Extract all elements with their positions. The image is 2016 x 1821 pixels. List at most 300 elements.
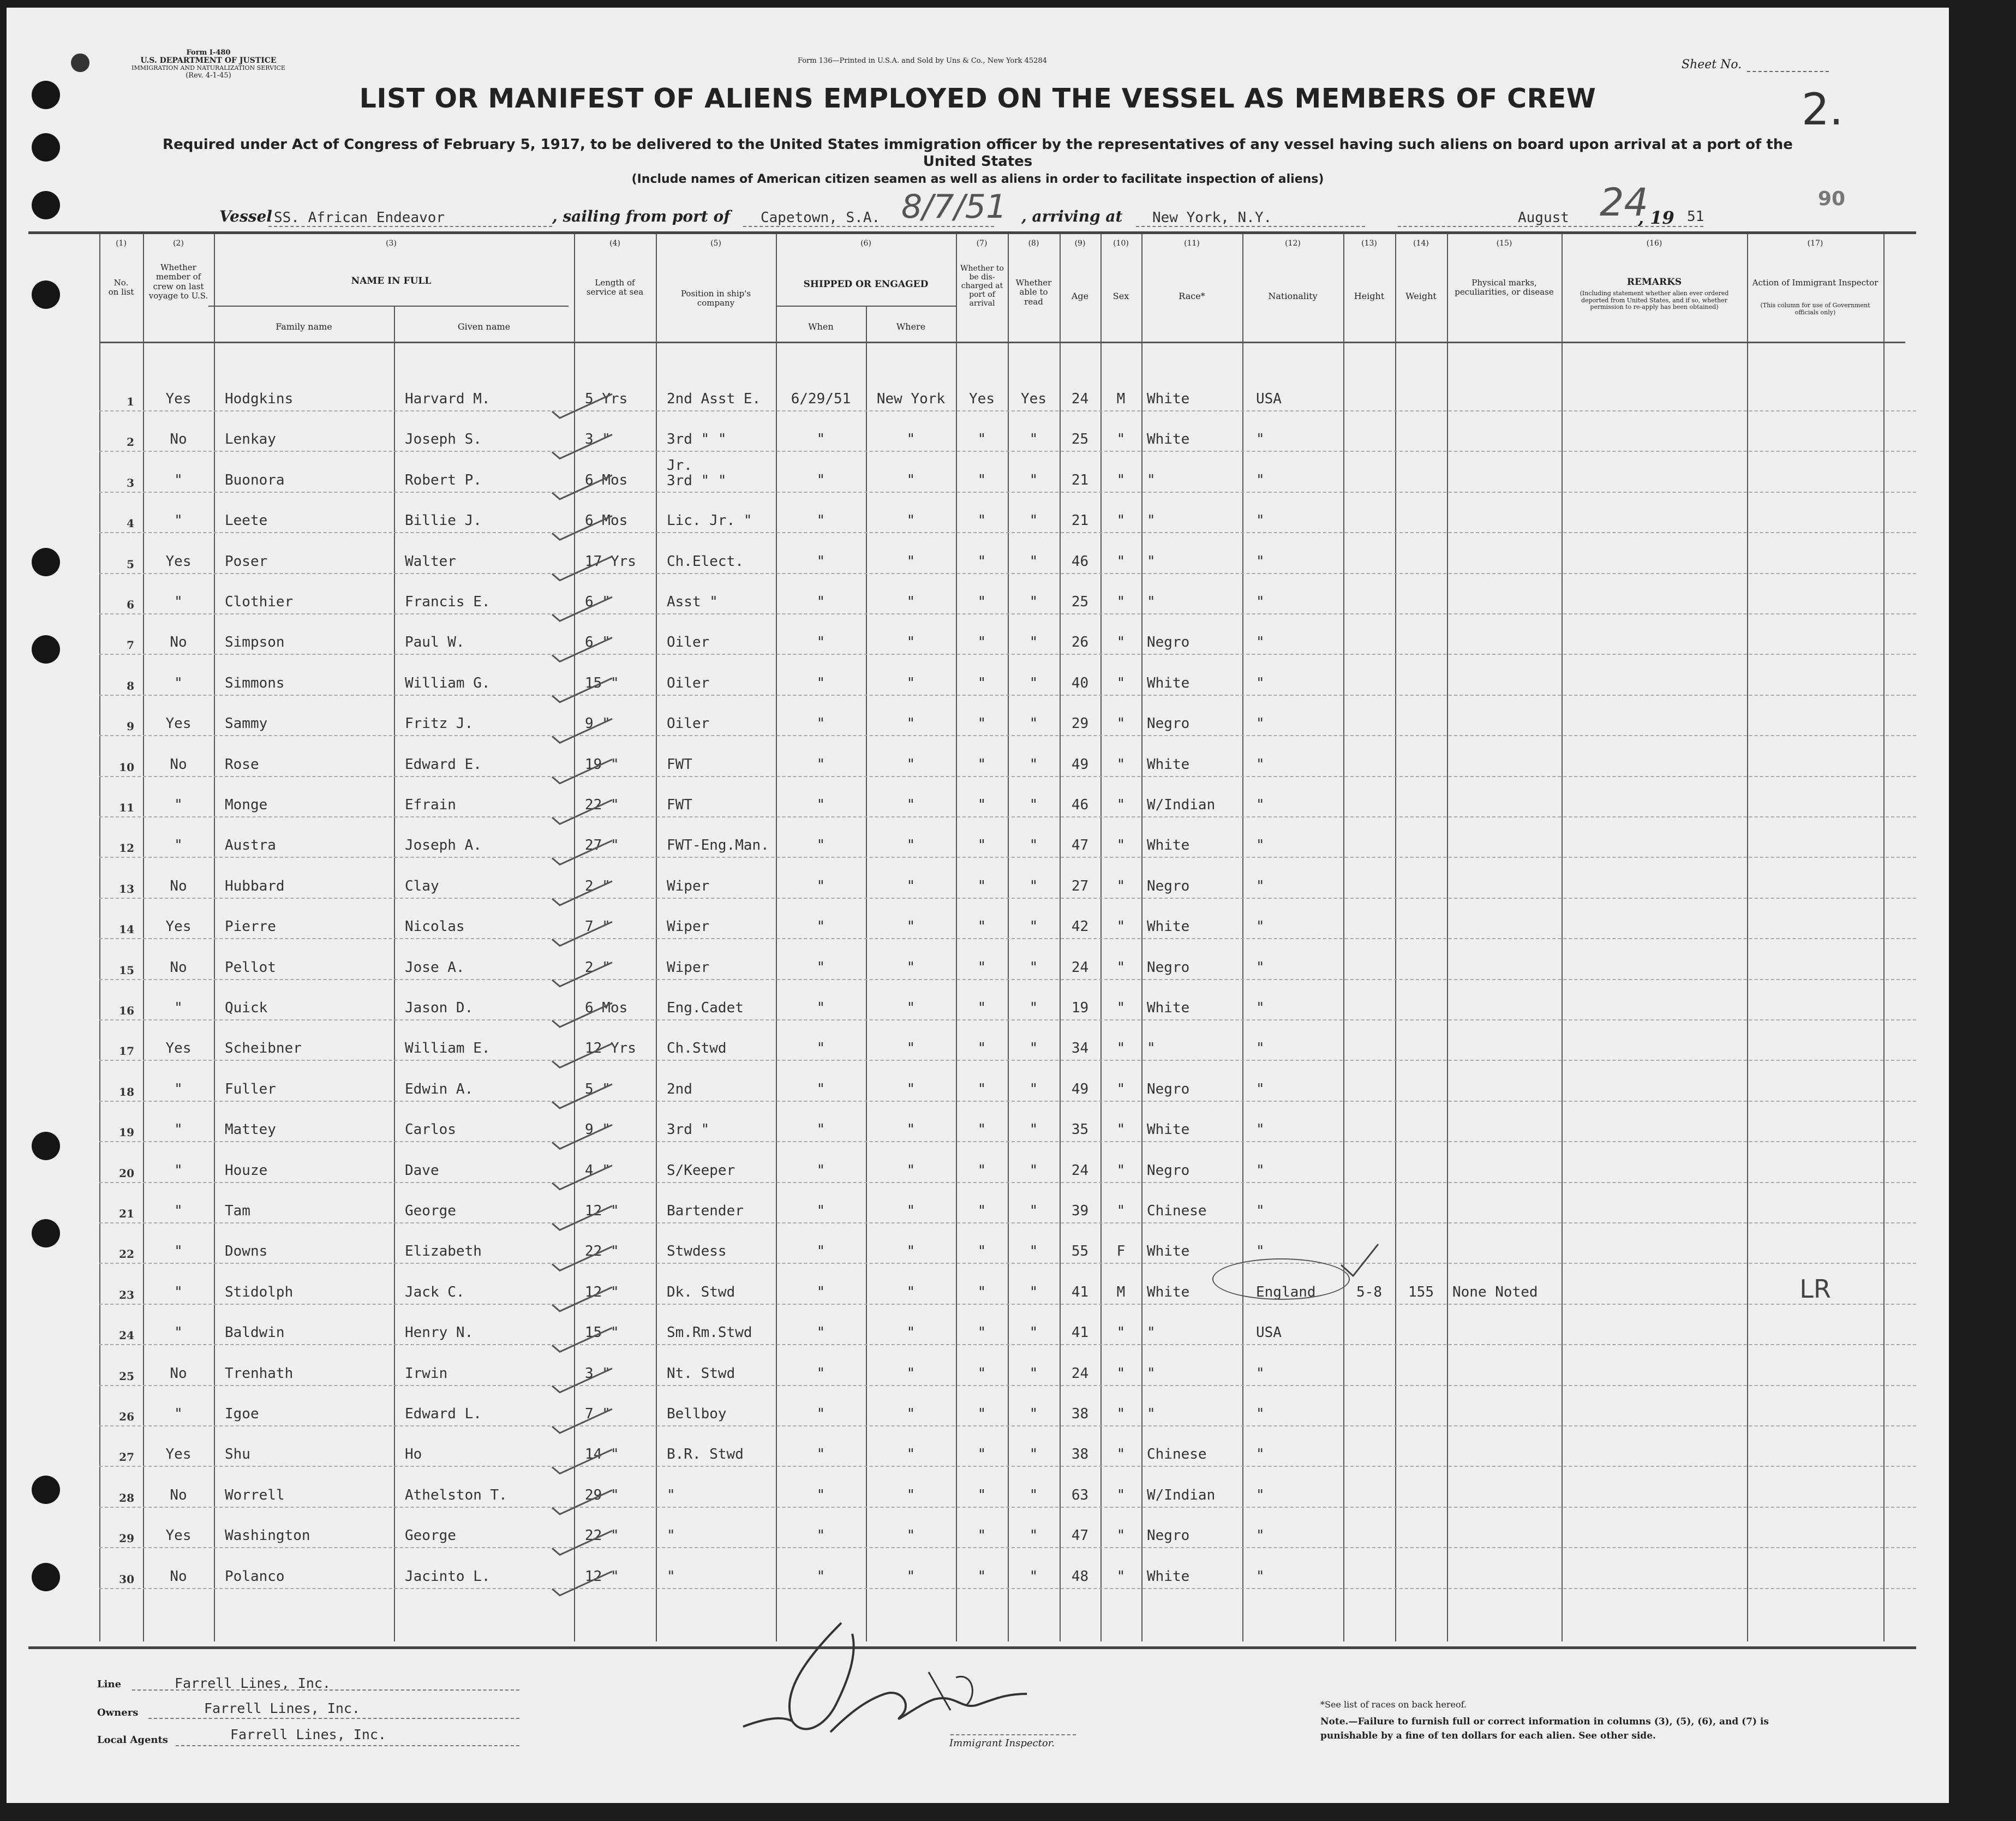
col-race: Race* [1179,291,1205,301]
cell-member: No [170,1487,187,1503]
cell-race: " [1147,512,1156,529]
cell-age: 34 [1071,1040,1089,1056]
cell-discharged: " [977,1040,986,1056]
cell-age: 27 [1071,878,1089,894]
cell-age: 40 [1071,675,1089,691]
cell-discharged: " [977,472,986,488]
cell-given: Edward E. [405,756,482,773]
col-num-6: (6) [860,239,871,248]
cell-read: " [1029,918,1038,935]
cell-where: " [906,634,916,650]
cell-age: 19 [1071,1000,1089,1016]
cell-sex: " [1116,797,1126,813]
cell-no: 2 [127,435,134,449]
cell-when: " [816,1243,825,1259]
cell-when: " [816,634,825,650]
cell-discharged: " [977,431,986,447]
cell-service: 27 " [585,837,619,853]
margin-number: 90 [1818,188,1846,210]
pencil-check-icon [552,840,612,864]
cell-member: Yes [165,715,192,732]
cell-where: New York [876,391,946,407]
cell-position: Ch.Elect. [667,553,744,570]
cell-read: " [1029,1406,1038,1422]
cell-position: Wiper [667,918,710,935]
cell-position: Asst " [667,594,718,610]
cell-race: " [1147,553,1156,570]
cell-service: 9 " [585,715,611,732]
col-family-name: Family name [276,321,332,332]
cell-read: " [1029,1568,1038,1585]
cell-service: 12 Yrs [585,1040,636,1056]
cell-discharged: " [977,1527,986,1544]
cell-position: Oiler [667,634,710,650]
col-length-service: Length of service at sea [586,278,644,297]
cell-given: George [405,1527,456,1544]
cell-no: 23 [119,1288,134,1301]
cell-read: " [1029,553,1038,570]
cell-sex: " [1116,1040,1126,1056]
cell-family: Shu [225,1446,250,1462]
cell-service: 22 " [585,797,619,813]
cell-nationality: " [1256,797,1265,813]
cell-where: " [906,1081,916,1097]
cell-service: 9 " [585,1121,611,1138]
cell-given: Edward L. [405,1406,482,1422]
cell-service: 14 " [585,1446,619,1462]
col-whether-member: Whether member of crew on last voyage to U.S. [148,262,208,301]
pencil-check-icon [552,678,612,702]
cell-position: Bartender [667,1203,744,1219]
cell-sex: " [1116,1568,1126,1585]
cell-discharged: " [977,553,986,570]
sailing-port: Capetown, S.A. [761,210,881,226]
cell-service: 6 " [585,634,611,650]
cell-given: Carlos [405,1121,456,1138]
cell-service: 2 " [585,878,611,894]
cell-when: " [816,1365,825,1382]
col-age: Age [1071,291,1089,301]
pencil-check-icon [552,1369,612,1393]
cell-family: Pellot [225,959,276,976]
cell-member: " [174,1243,183,1259]
cell-read: " [1029,797,1038,813]
cell-when: " [816,1487,825,1503]
cell-age: 25 [1071,431,1089,447]
col-num-13: (13) [1361,239,1377,248]
arrival-month: August [1518,210,1569,226]
cell-age: 24 [1071,1365,1089,1382]
cell-race: White [1147,756,1190,773]
pencil-check-icon [552,1084,612,1108]
cell-service: 12 " [585,1284,619,1300]
cell-read: " [1029,1365,1038,1382]
cell-sex: " [1116,878,1126,894]
cell-read: " [1029,959,1038,976]
cell-read: " [1029,1324,1038,1341]
cell-member: " [174,1203,183,1219]
cell-member: Yes [165,1040,192,1056]
cell-family: Baldwin [225,1324,285,1341]
cell-sex: " [1116,594,1126,610]
cell-nationality: " [1256,1203,1265,1219]
col-num-14: (14) [1413,239,1429,248]
cell-service: 3 " [585,431,611,447]
cell-when: " [816,1406,825,1422]
cell-nationality: " [1256,1081,1265,1097]
cell-service: 15 " [585,675,619,691]
cell-service: 5 " [585,1081,611,1097]
cell-no: 27 [119,1450,134,1464]
cell-read: " [1029,1527,1038,1544]
cell-discharged: " [977,1487,986,1503]
cell-race: " [1147,472,1156,488]
cell-where: " [906,878,916,894]
cell-member: Yes [165,553,192,570]
cell-nationality: " [1256,1000,1265,1016]
cell-when: " [816,1000,825,1016]
col-num-12: (12) [1285,239,1301,248]
cell-given: William E. [405,1040,490,1056]
cell-race: White [1147,1243,1190,1259]
cell-position: 2nd [667,1081,692,1097]
cell-nationality: " [1256,959,1265,976]
col-able-read: Whether able to read [1015,278,1052,307]
cell-no: 13 [119,882,134,895]
cell-no: 5 [127,558,134,571]
cell-service: 4 " [585,1162,611,1179]
cell-age: 38 [1071,1406,1089,1422]
cell-read: " [1029,1487,1038,1503]
cell-discharged: " [977,1162,986,1179]
cell-nationality: " [1256,431,1265,447]
pencil-check-icon [552,1328,612,1352]
cell-nationality: " [1256,1121,1265,1138]
cell-given: George [405,1203,456,1219]
cell-race: Chinese [1147,1446,1207,1462]
nationality-check-icon [1338,1241,1381,1285]
cell-when: " [816,594,825,610]
cell-sex: " [1116,959,1126,976]
cell-where: " [906,837,916,853]
cell-sex: F [1116,1243,1126,1259]
cell-member: " [174,797,183,813]
cell-where: " [906,1446,916,1462]
cell-where: " [906,715,916,732]
cell-discharged: " [977,756,986,773]
cell-discharged: " [977,1000,986,1016]
cell-no: 29 [119,1532,134,1545]
cell-sex: " [1116,472,1126,488]
cell-given: Athelston T. [405,1487,507,1503]
cell-service: 12 " [585,1203,619,1219]
cell-position: Dk. Stwd [667,1284,735,1300]
cell-read: " [1029,634,1038,650]
cell-sex: " [1116,431,1126,447]
pencil-check-icon [552,719,612,743]
cell-no: 30 [119,1573,134,1586]
cell-age: 46 [1071,797,1089,813]
col-name-in-full: NAME IN FULL [351,276,432,286]
form-subtitle: Required under Act of Congress of February 5, 1917, to be delivered to the United States immigration officer by the representatives of any vessel having such aliens on board upon arrival at a port of the United States [163,136,1793,170]
cell-where: " [906,959,916,976]
cell-member: No [170,1568,187,1585]
cell-member: No [170,756,187,773]
cell-physical: None Noted [1452,1284,1538,1300]
cell-position: Stwdess [667,1243,727,1259]
owners-value: Farrell Lines, Inc. [204,1700,360,1716]
cell-when: " [816,1284,825,1300]
col-weight: Weight [1405,291,1437,301]
penalty-note: Note.—Failure to furnish full or correct information in columns (3), (5), (6), and (7) is punishable by a fine of ten dollars for each alien. See other side. [1320,1716,1769,1741]
cell-discharged: " [977,1324,986,1341]
agents-value: Farrell Lines, Inc. [230,1727,386,1742]
cell-discharged: " [977,797,986,813]
cell-member: No [170,1365,187,1382]
cell-age: 41 [1071,1324,1089,1341]
cell-sex: " [1116,715,1126,732]
cell-family: Poser [225,553,268,570]
cell-age: 63 [1071,1487,1089,1503]
pencil-check-icon [552,637,612,661]
cell-service: 6 Mos [585,1000,628,1016]
cell-where: " [906,756,916,773]
cell-position: S/Keeper [667,1162,735,1179]
cell-family: Fuller [225,1081,276,1097]
col-position: Position in ship's company [680,289,751,308]
cell-when: " [816,1446,825,1462]
cell-where: " [906,594,916,610]
cell-race: White [1147,918,1190,935]
cell-nationality: " [1256,1527,1265,1544]
cell-given: Francis E. [405,594,490,610]
form-title: LIST OR MANIFEST OF ALIENS EMPLOYED ON THE VESSEL AS MEMBERS OF CREW [359,83,1596,114]
cell-member: Yes [165,1446,192,1462]
cell-given: Ho [405,1446,422,1462]
circled-nationality-mark [1212,1258,1350,1300]
cell-sex: " [1116,1121,1126,1138]
cell-no: 1 [127,395,134,408]
cell-service: 2 " [585,959,611,976]
col-num-15: (15) [1496,239,1512,248]
cell-no: 6 [127,598,134,611]
pencil-check-icon [552,597,612,621]
printer-note: Form 136—Printed in U.S.A. and Sold by Uns & Co., New York 45284 [798,57,1047,65]
cell-when: " [816,512,825,529]
cell-position: Wiper [667,878,710,894]
cell-family: Downs [225,1243,268,1259]
cell-given: Nicolas [405,918,465,935]
pencil-check-icon [552,1246,612,1270]
pencil-check-icon [552,434,612,458]
cell-given: Dave [405,1162,439,1179]
cell-given: Clay [405,878,439,894]
col-num-9: (9) [1074,239,1086,248]
cell-member: No [170,878,187,894]
cell-age: 41 [1071,1284,1089,1300]
cell-family: Simpson [225,634,285,650]
cell-read: " [1029,675,1038,691]
cell-position: " [667,1527,675,1544]
cell-given: Joseph S. [405,431,482,447]
cell-read: " [1029,594,1038,610]
cell-service: 7 " [585,1406,611,1422]
pencil-check-icon [552,963,612,987]
cell-discharged: " [977,1446,986,1462]
inspector-label: Immigrant Inspector. [949,1738,1055,1749]
cell-sex: " [1116,1446,1126,1462]
cell-race: White [1147,431,1190,447]
cell-read: " [1029,472,1038,488]
col-num-7: (7) [976,239,988,248]
cell-when: " [816,1121,825,1138]
cell-family: Clothier [225,594,294,610]
cell-family: Stidolph [225,1284,294,1300]
pencil-check-icon [552,516,612,540]
cell-member: " [174,1000,183,1016]
cell-read: " [1029,1081,1038,1097]
cell-position: Oiler [667,675,710,691]
cell-no: 10 [119,761,134,774]
col-num-4: (4) [609,239,620,248]
service: IMMIGRATION AND NATURALIZATION SERVICE [131,64,285,71]
cell-family: Simmons [225,675,285,691]
cell-discharged: " [977,634,986,650]
cell-position: Eng.Cadet [667,1000,744,1016]
cell-discharged: " [977,1203,986,1219]
cell-age: 26 [1071,634,1089,650]
cell-service: 15 " [585,1324,619,1341]
cell-given: Efrain [405,797,456,813]
col-when: When [808,321,834,332]
col-discharged: Whether to be dis-charged at port of arrival [960,264,1004,308]
cell-nationality: " [1256,837,1265,853]
cell-nationality: " [1256,878,1265,894]
cell-discharged: " [977,1284,986,1300]
cell-service: 22 " [585,1527,619,1544]
cell-position: Ch.Stwd [667,1040,727,1056]
inspector-rule [950,1734,1076,1735]
cell-no: 9 [127,720,134,733]
cell-position: Lic. Jr. " [667,512,752,529]
cell-family: Washington [225,1527,310,1544]
cell-nationality: " [1256,675,1265,691]
cell-sex: M [1116,391,1126,407]
cell-member: Yes [165,918,192,935]
cell-where: " [906,1365,916,1382]
col-height: Height [1354,291,1385,301]
cell-family: Rose [225,756,259,773]
cell-family: Buonora [225,472,285,488]
cell-read: " [1029,837,1038,853]
cell-nationality: " [1256,1406,1265,1422]
cell-service: 6 Mos [585,512,628,529]
cell-sex: " [1116,675,1126,691]
cell-when: " [816,472,825,488]
cell-sex: " [1116,634,1126,650]
cell-where: " [906,1040,916,1056]
col-num-10: (10) [1113,239,1129,248]
col-shipped: SHIPPED OR ENGAGED [803,279,929,290]
cell-position: " [667,1487,675,1503]
cell-age: 46 [1071,553,1089,570]
arrival-port: New York, N.Y. [1152,210,1272,226]
col-sex: Sex [1112,291,1129,301]
cell-where: " [906,797,916,813]
cell-given: Robert P. [405,472,482,488]
pencil-check-icon [552,922,612,946]
cell-read: " [1029,1203,1038,1219]
cell-discharged: " [977,1081,986,1097]
cell-age: 21 [1071,512,1089,529]
cell-no: 20 [119,1167,134,1180]
cell-height: 5-8 [1356,1284,1382,1300]
cell-service: 17 Yrs [585,553,636,570]
col-where: Where [896,321,926,332]
cell-race: W/Indian [1147,797,1216,813]
col-num-3: (3) [386,239,397,248]
cell-where: " [906,675,916,691]
cell-given: Harvard M. [405,391,490,407]
cell-age: 25 [1071,594,1089,610]
cell-when: " [816,553,825,570]
cell-member: " [174,594,183,610]
arriving-label: , arriving at [1021,207,1123,225]
cell-when: " [816,431,825,447]
cell-position: FWT [667,797,692,813]
cell-when: " [816,878,825,894]
cell-position: 3rd " " [667,431,727,447]
cell-when: " [816,1527,825,1544]
cell-where: " [906,1243,916,1259]
cell-family: Austra [225,837,276,853]
cell-nationality: " [1256,1487,1265,1503]
cell-discharged: " [977,675,986,691]
cell-nationality: " [1256,634,1265,650]
cell-when: " [816,1162,825,1179]
footer [7,1645,1949,1803]
cell-member: No [170,431,187,447]
cell-where: " [906,472,916,488]
cell-position: Jr. 3rd " " [667,457,727,489]
cell-no: 18 [119,1085,134,1098]
cell-age: 47 [1071,1527,1089,1544]
cell-nationality: England [1256,1284,1316,1300]
cell-position: FWT-Eng.Man. [667,837,769,853]
cell-member: " [174,512,183,529]
cell-no: 25 [119,1370,134,1383]
owners-rule [148,1718,519,1719]
cell-family: Tam [225,1203,250,1219]
cell-race: " [1147,594,1156,610]
cell-where: " [906,1284,916,1300]
cell-given: Joseph A. [405,837,482,853]
cell-nationality: " [1256,1243,1265,1259]
cell-member: " [174,472,183,488]
cell-age: 55 [1071,1243,1089,1259]
cell-member: " [174,837,183,853]
cell-given: Fritz J. [405,715,474,732]
cell-member: No [170,634,187,650]
cell-discharged: " [977,918,986,935]
cell-age: 42 [1071,918,1089,935]
arrival-day: 24 [1600,180,1649,225]
pencil-check-marks [7,8,1949,1803]
col-nationality: Nationality [1268,291,1318,301]
cell-no: 21 [119,1207,134,1220]
cell-read: " [1029,431,1038,447]
cell-race: White [1147,391,1190,407]
